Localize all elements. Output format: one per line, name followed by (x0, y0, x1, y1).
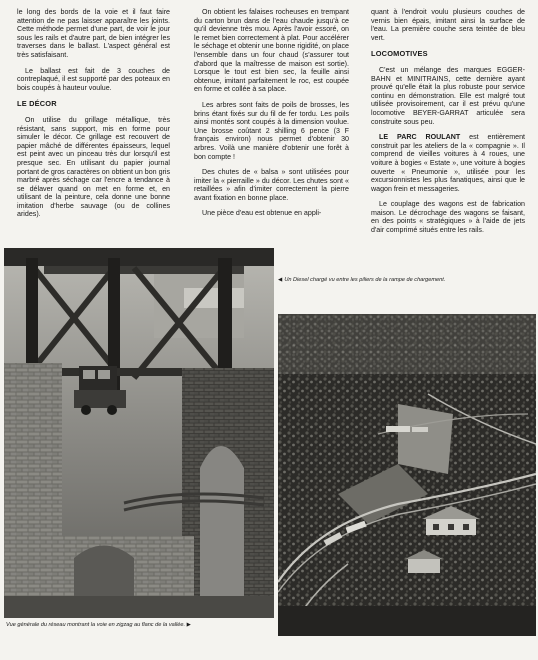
inline-heading-parc-roulant: LE PARC ROULANT (379, 133, 461, 142)
photo-caption-top (278, 277, 528, 284)
paragraph: C'est un mélange des marques EGGER-BAHN et MINITRAINS, cette dernière ayant prouvé qu'elle était la plus robuste pour service continu en démonstration. Elle est malgré tout utilisée provisoirement, car il est prévu qu'une locomotive BEYER-GARRAT articulée sera construite sous peu. (371, 65, 525, 126)
paragraph: On obtient les falaises rocheuses en trempant du carton brun dans de l'eau chaude jusqu'à ce qu'il devienne très mou. Après l'avoir essoré, on le remet bien correctement à plat. Pour accélérer le séchage et obtenir une bonne rigidité, on place l'ensemble dans un four chaud (s'assurer tout d'abord que la maîtresse de maison est sortie). Lorsque le tout est bien sec, la feuille ainsi obtenue, imitant parfaitement le roc, est coupée en forme et collée à sa place. (194, 8, 349, 94)
paragraph: Des chutes de « balsa » sont utilisées pour imiter la « pierraille » du décor. Les chutes sont « retaillées » afin d'imiter correctement la pierre avant fixation en bonne place. (194, 168, 349, 202)
photo-caption-bottom (6, 622, 276, 629)
paragraph: le long des bords de la voie et il faut faire attention de ne pas laisser apparaître les joints. Cette méthode permet d'une part, de voir le jour sous les rails et d'autre part, de bien intégrer les traverses dans le ballast. L'aspect général est très satisfaisant. (17, 8, 170, 59)
caption-arrow-left-icon: ◀ (278, 277, 283, 283)
paragraph: Une pièce d'eau est obtenue en appli- (202, 209, 322, 218)
paragraph-text: est entièrement construit par les ateliers de la « compagnie ». Il comprend de vieilles voitures à 4 roues, une voiture à bogies « Estate », une voiture à bogies ouverte « Pneumonie », utilisée pour les excursionnistes les plus fanatiques, ainsi que le wagon frein et messageries. (371, 133, 525, 193)
paragraph-rolling-stock (371, 133, 525, 193)
photo-diesel-loading-ramp (4, 248, 274, 618)
caption-arrow-right-icon: ▶ (186, 622, 191, 628)
paragraph: Les arbres sont faits de poils de brosses, les brins étant fixés sur du fil de fer tordu. Les poils ainsi montés sont coupés à la dimension voulue. Une brosse coûtant 2 shilling 6 pence (3 F français environ) nous permet d'obtenir 30 arbres. Voilà une manière d'obtenir une forêt à bon compte ! (194, 100, 349, 161)
paragraph: quant à l'endroit voulu plusieurs couches de vernis bien épais, imitant ainsi la surface de l'eau. La première couche sera teintée de bleu vert. (371, 8, 525, 42)
paragraph: Le ballast est fait de 3 couches de contreplaqué, il est supporté par des poteaux en bois coupés à hauteur voulue. (17, 66, 170, 92)
text-column-1 (17, 8, 170, 226)
caption-text: Vue générale du réseau montrant la voie en zigzag au flanc de la vallée. (6, 622, 186, 628)
photo-layout-overview (278, 314, 536, 636)
section-heading-decor: LE DÉCOR (17, 99, 57, 109)
caption-text: Un Diesel chargé vu entre les piliers de la rampe de chargement. (284, 277, 446, 283)
text-column-3 (371, 8, 525, 242)
section-heading-locomotives: LOCOMOTIVES (371, 49, 428, 59)
paragraph: On utilise du grillage métallique, très résistant, sans support, mis en forme pour simuler le décor. Ce grillage est recouvert de papier mâché de différentes épaisseurs, lequel est peint avec un pinceau très dur lorsqu'il est presque sec. En utilisant du papier journal portant de gros caractères on obtient un bon gris marbré après séchage car l'encre a tendance à se délaver quand on met en forme et, en utilisant de la peinture, cela donne une bonne imitation d'herbe sauvage (ou de collines arides). (17, 115, 171, 219)
text-column-2 (194, 8, 349, 225)
paragraph: Le couplage des wagons est de fabrication maison. Le décrochage des wagons se faisant, en des points « stratégiques » à l'aide de jets d'air comprimé situés entre les rails. (371, 200, 525, 235)
